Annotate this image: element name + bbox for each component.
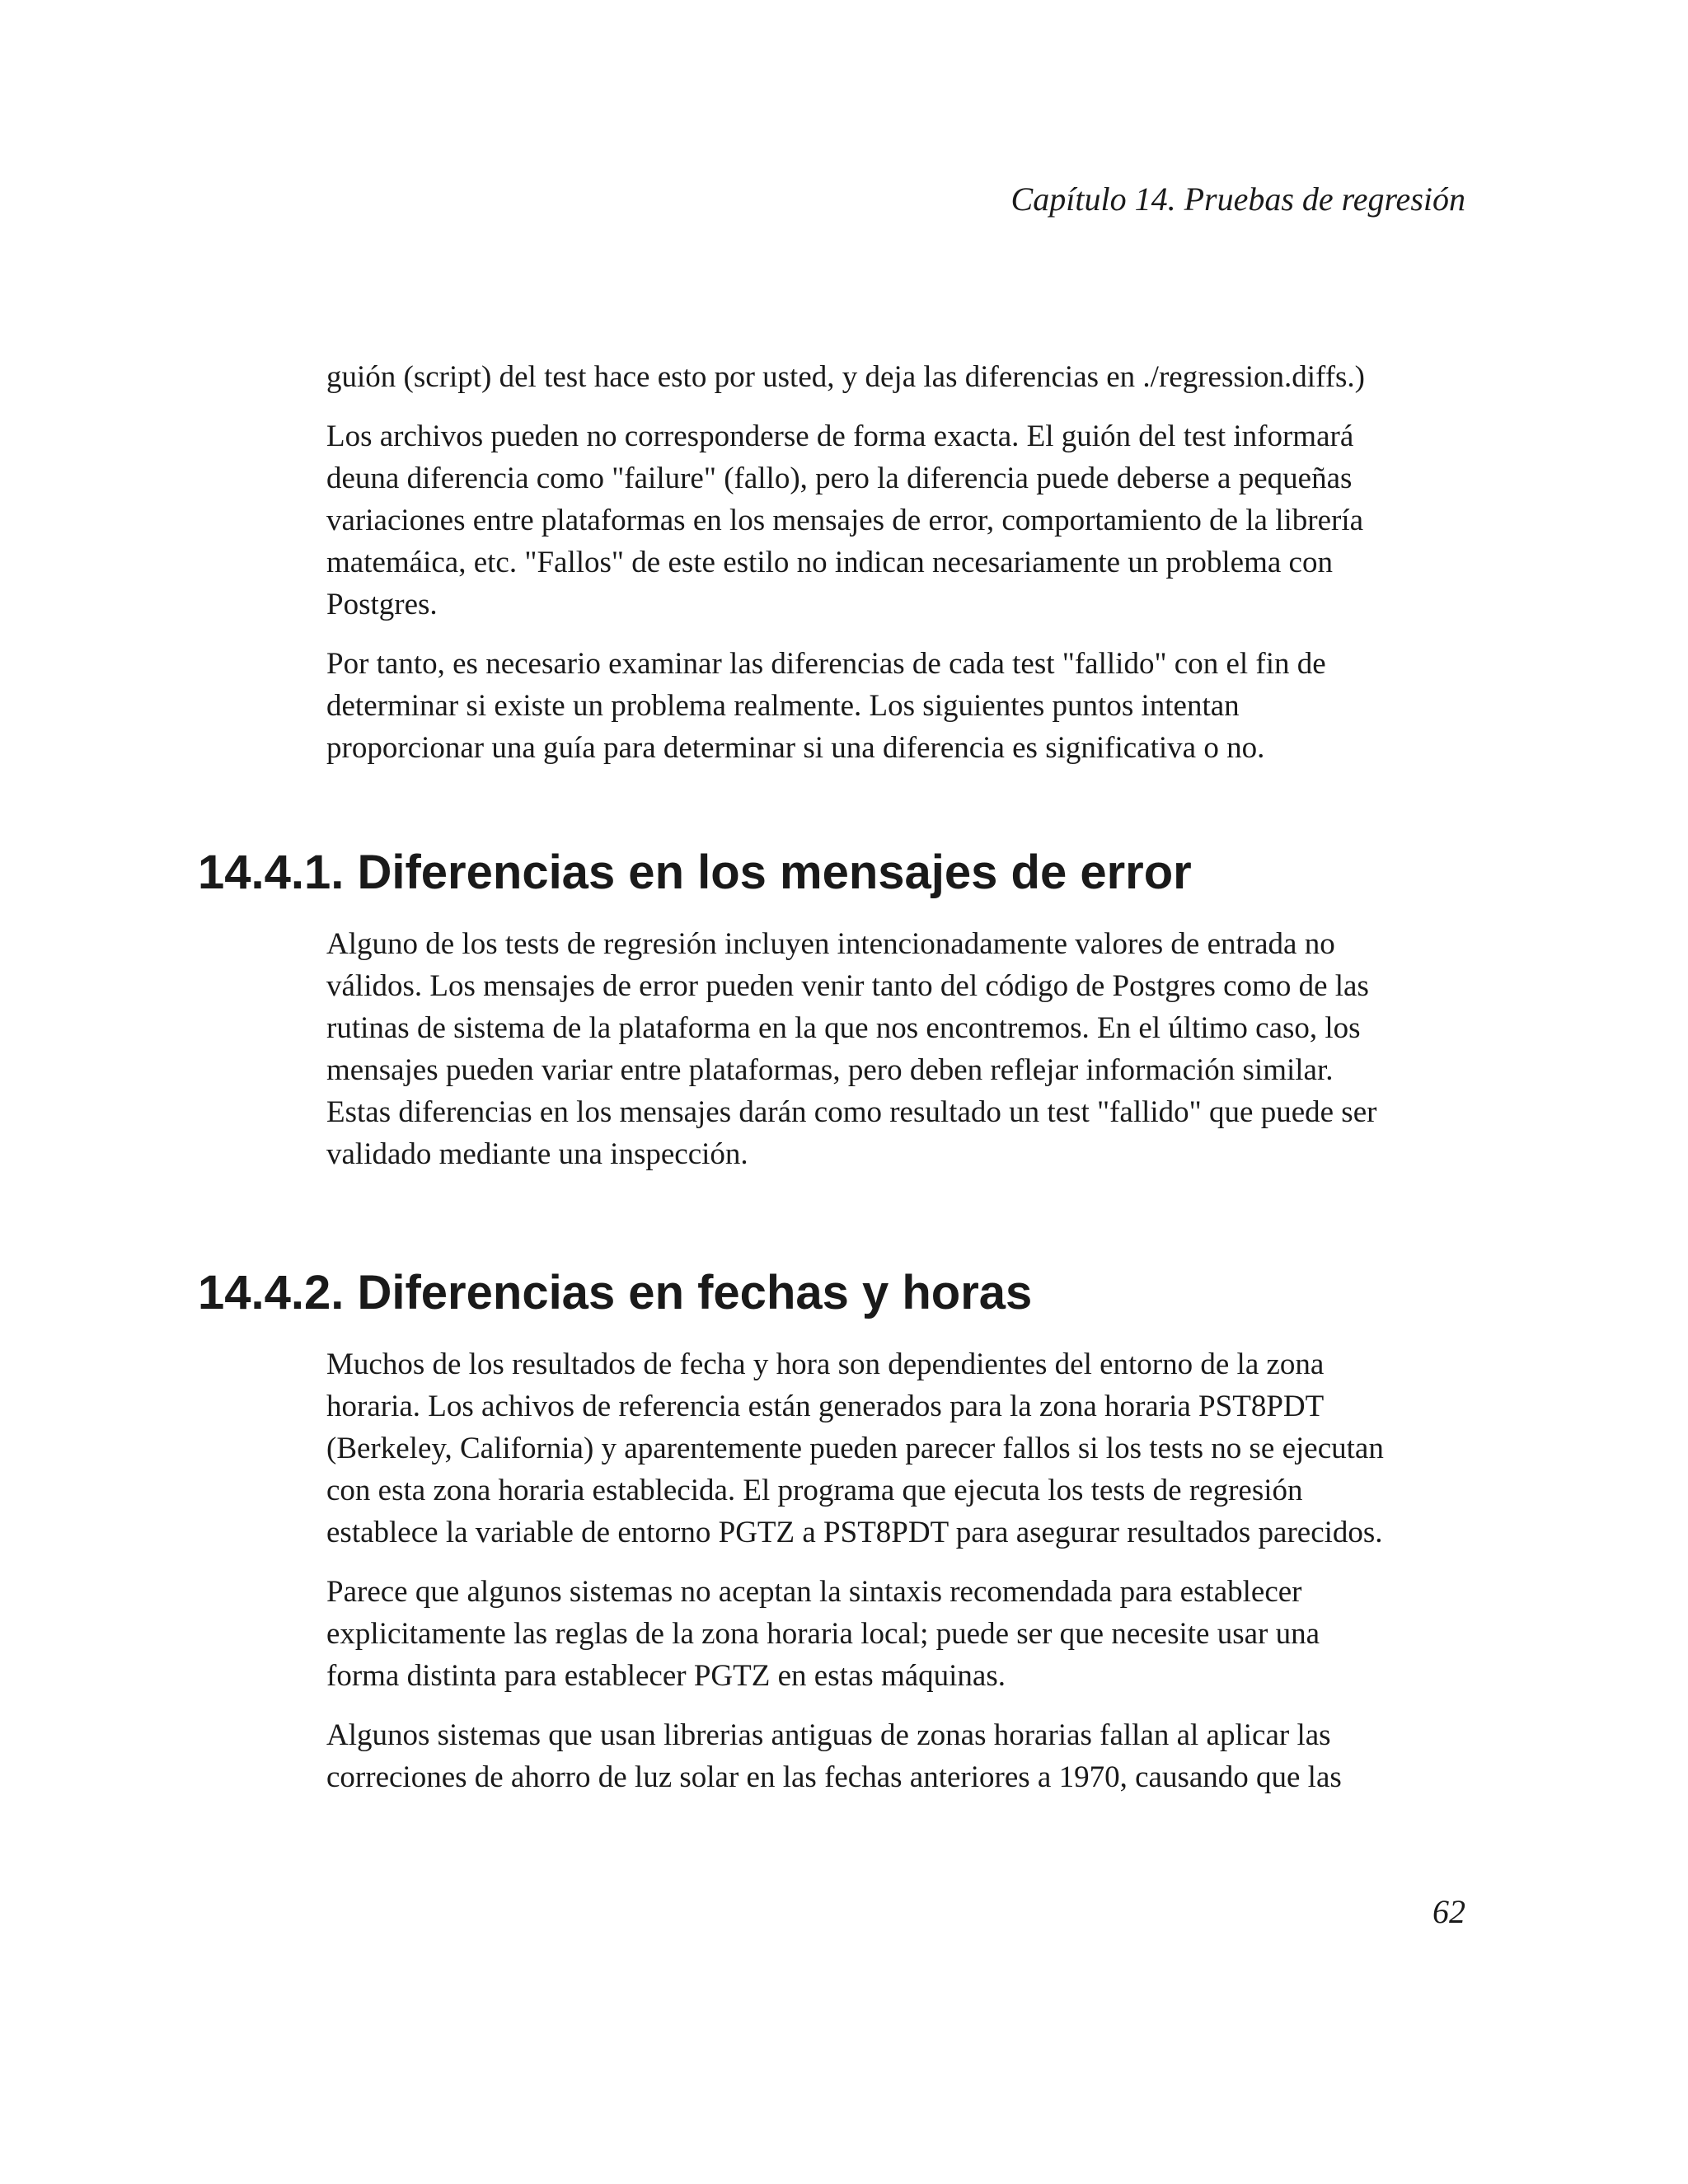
text-line: mensajes pueden variar entre plataformas, pero deben reflejar información similar. — [326, 1053, 1334, 1087]
intro-paragraph-3 — [326, 643, 1480, 769]
section-1-paragraph — [326, 923, 1480, 1175]
text-line: Por tanto, es necesario examinar las diferencias de cada test "fallido" con el fin de — [326, 647, 1326, 681]
section-heading-dates-times: 14.4.2. Diferencias en fechas y horas — [198, 1266, 1033, 1319]
text-line: Alguno de los tests de regresión incluyen intencionadamente valores de entrada no — [326, 927, 1335, 961]
text-line: proporcionar una guía para determinar si una diferencia es significativa o no. — [326, 731, 1265, 765]
running-header: Capítulo 14. Pruebas de regresión — [1010, 180, 1465, 218]
text-line: rutinas de sistema de la plataforma en la que nos encontremos. En el último caso, los — [326, 1011, 1361, 1045]
text-line: correciones de ahorro de luz solar en las fechas anteriores a 1970, causando que las — [326, 1760, 1342, 1794]
intro-paragraph-1 — [326, 356, 1480, 398]
text-line: validado mediante una inspección. — [326, 1137, 748, 1171]
text-line: con esta zona horaria establecida. El programa que ejecuta los tests de regresión — [326, 1474, 1303, 1507]
text-line: válidos. Los mensajes de error pueden venir tanto del código de Postgres como de las — [326, 969, 1369, 1003]
section-2-paragraph-2 — [326, 1571, 1480, 1697]
text-line: (Berkeley, California) y aparentemente pueden parecer fallos si los tests no se ejecutan — [326, 1432, 1384, 1465]
text-line: establece la variable de entorno PGTZ a PST8PDT para asegurar resultados parecidos. — [326, 1516, 1383, 1549]
text-line: deuna diferencia como "failure" (fallo), pero la diferencia puede deberse a pequeñas — [326, 462, 1353, 495]
section-heading-error-messages: 14.4.1. Diferencias en los mensajes de error — [198, 846, 1192, 899]
text-line: determinar si existe un problema realmente. Los siguientes puntos intentan — [326, 689, 1240, 723]
text-line: horaria. Los achivos de referencia están generados para la zona horaria PST8PDT — [326, 1390, 1325, 1423]
text-line: forma distinta para establecer PGTZ en estas máquinas. — [326, 1659, 1006, 1693]
text-line: Postgres. — [326, 588, 438, 621]
intro-paragraph-2 — [326, 415, 1480, 626]
section-2-paragraph-1 — [326, 1343, 1480, 1554]
text-line: Parece que algunos sistemas no aceptan la sintaxis recomendada para establecer — [326, 1575, 1302, 1609]
section-2-paragraph-3 — [326, 1714, 1480, 1798]
text-line: matemáica, etc. "Fallos" de este estilo no indican necesariamente un problema con — [326, 546, 1333, 579]
text-line: Estas diferencias en los mensajes darán como resultado un test "fallido" que puede ser — [326, 1095, 1377, 1129]
text-line: Los archivos pueden no corresponderse de forma exacta. El guión del test informará — [326, 419, 1354, 453]
text-line: guión (script) del test hace esto por usted, y deja las diferencias en ./regression.diffs.) — [326, 360, 1366, 394]
text-line: explicitamente las reglas de la zona horaria local; puede ser que necesite usar una — [326, 1617, 1320, 1651]
text-line: Algunos sistemas que usan librerias antiguas de zonas horarias fallan al aplicar las — [326, 1718, 1331, 1752]
text-line: Muchos de los resultados de fecha y hora son dependientes del entorno de la zona — [326, 1347, 1325, 1381]
page-number: 62 — [1432, 1893, 1465, 1930]
text-line: variaciones entre plataformas en los mensajes de error, comportamiento de la librería — [326, 504, 1364, 537]
